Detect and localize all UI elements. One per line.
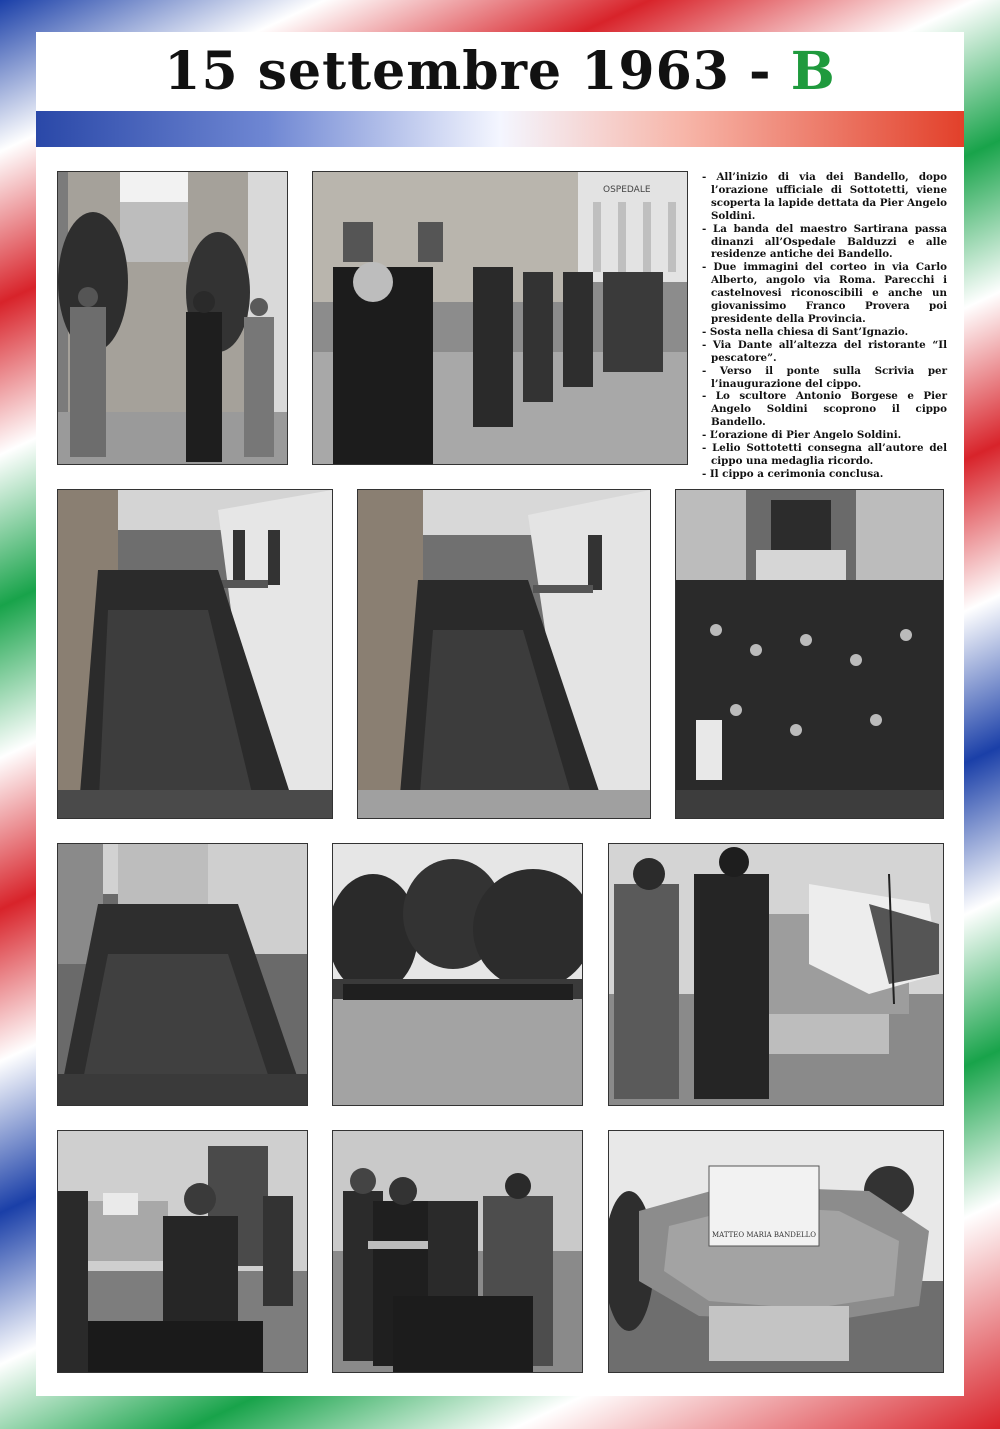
photo-procession-street-1 [57,489,333,819]
title-band [36,32,964,111]
caption-item: - All’inizio di via dei Bandello, dopo l’orazione ufficiale di Sottotetti, viene scoperta la lapide dettata da Pier Angelo Soldini. [702,171,947,222]
tricolor-stripe [36,111,964,147]
caption-item: - Due immagini del corteo in via Carlo Alberto, angolo via Roma. Parecchi i castelnovesi riconoscibili e anche un giovanissimo Franco Provera poi presidente della Provincia. [702,261,947,325]
photo-band-parade [312,171,688,465]
photo-via-dante [57,843,308,1106]
photo-road-to-bridge [332,843,583,1106]
photo-soldini-speech [57,1130,308,1373]
photo-procession-street-2 [357,489,651,819]
photo-medal-presentation [332,1130,583,1373]
title-letter: B [790,41,836,102]
page-title [164,41,835,102]
photo-plaque-unveiling [57,171,288,465]
caption-item: - Verso il ponte sulla Scrivia per l’inaugurazione del cippo. [702,364,947,390]
caption-item: - Via Dante all’altezza del ristorante “Il pescatore”. [702,338,947,364]
caption-list [702,171,947,481]
caption-item: - Lo scultore Antonio Borgese e Pier Angelo Soldini scoprono il cippo Bandello. [702,390,947,429]
photo-unveiling-cippo [608,843,944,1106]
caption-item: - Sosta nella chiesa di Sant’Ignazio. [702,325,909,338]
photo-church-sant-ignazio [675,489,944,819]
caption-item: - Il cippo a cerimonia conclusa. [702,467,884,480]
caption-item: - L’orazione di Pier Angelo Soldini. [702,429,902,442]
caption-item: - La banda del maestro Sartirana passa dinanzi all’Ospedale Balduzzi e alle residenze antiche dei Bandello. [702,222,947,261]
plaque-name: MATTEO MARIA BANDELLO [711,1231,817,1239]
title-date: 15 settembre 1963 - [164,41,772,102]
photo-cippo-after-ceremony [608,1130,944,1373]
poster-page [36,32,964,1396]
hospital-sign: OSPEDALE [603,185,651,195]
caption-item: - Lelio Sottotetti consegna all’autore del cippo una medaglia ricordo. [702,442,947,467]
